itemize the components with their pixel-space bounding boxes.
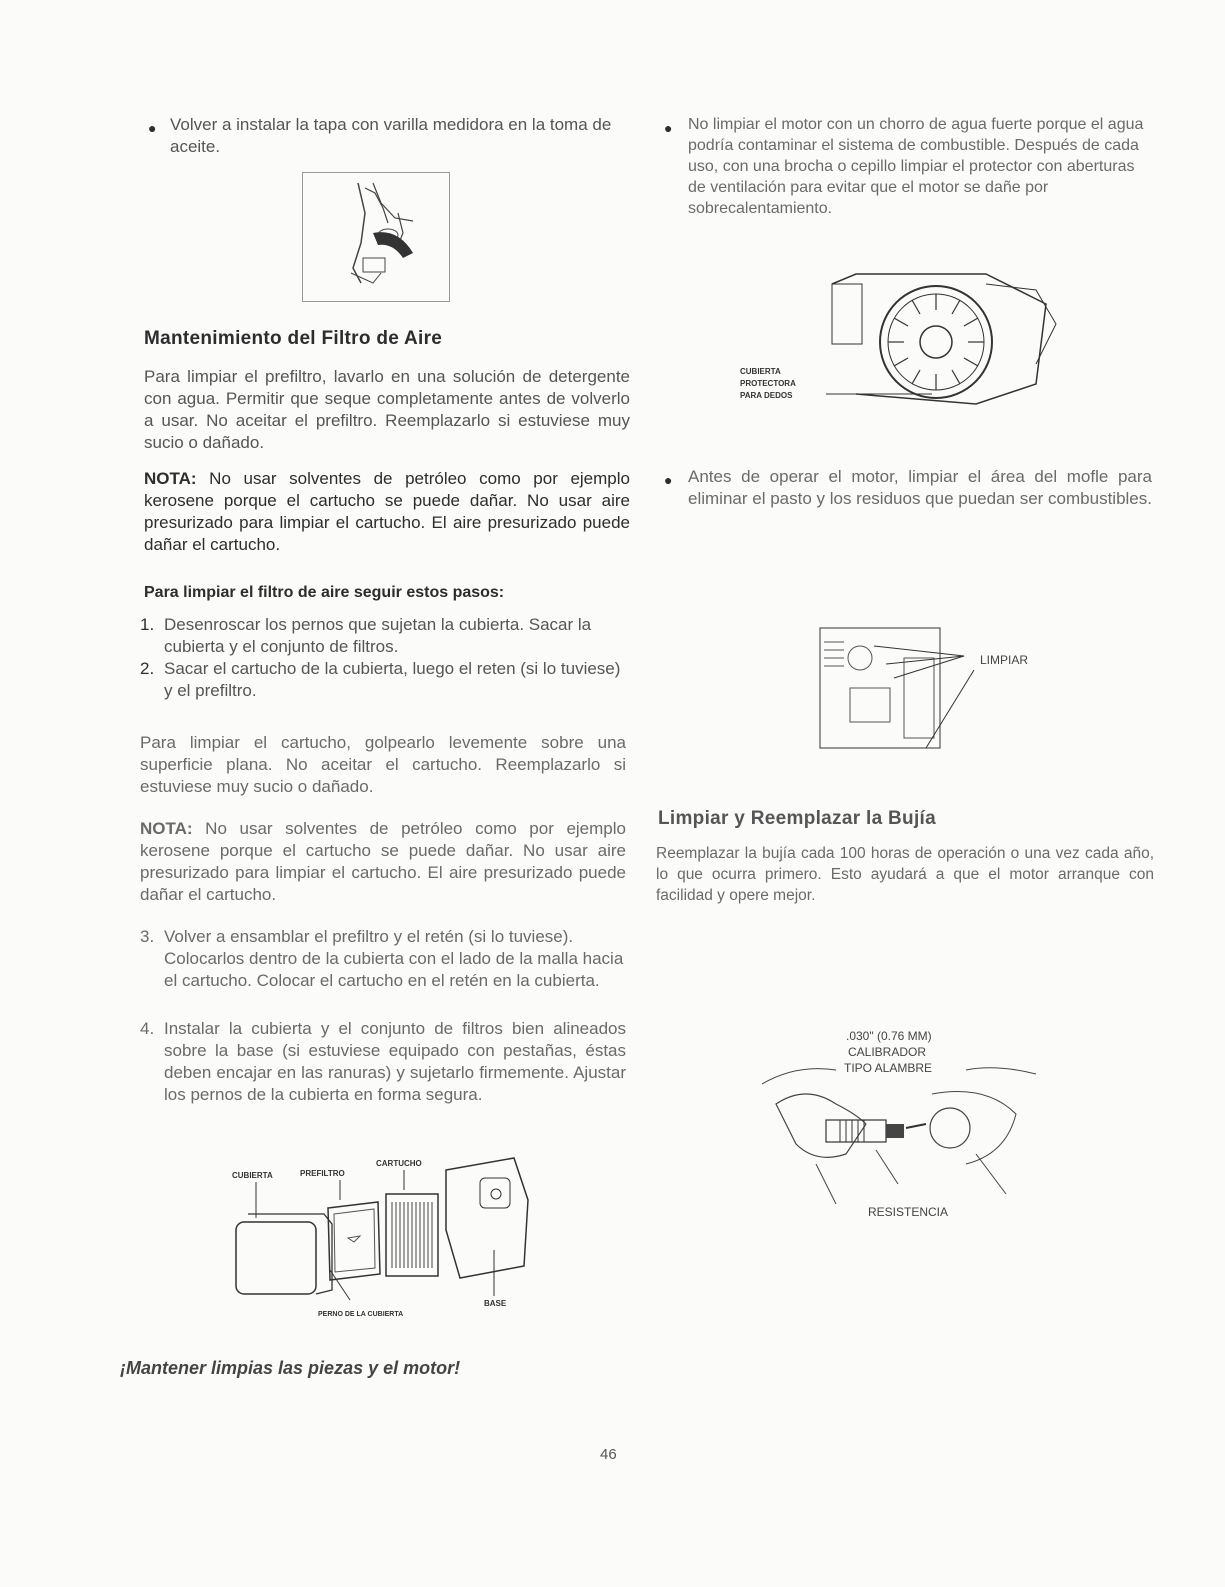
- muffler-illustration: [814, 618, 1074, 768]
- label-resistencia: RESISTENCIA: [868, 1205, 949, 1219]
- label-limpiar: LIMPIAR: [980, 653, 1029, 667]
- label-guard-2: PROTECTORA: [740, 379, 796, 388]
- nota-label: NOTA:: [144, 469, 197, 488]
- step-text: Instalar la cubierta y el conjunto de filtros bien alineados sobre la base (si estuviese equipado con pestañas, éstas deben encajar en las ranuras) y sujetarlo firmemente. Ajustar los pernos de la cubierta en forma segura.: [164, 1019, 626, 1104]
- section-title-air-filter: Mantenimiento del Filtro de Aire: [144, 328, 443, 349]
- nota-2: [140, 818, 626, 906]
- label-perno: PERNO DE LA CUBIERTA: [318, 1311, 404, 1318]
- nota-label: NOTA:: [140, 819, 193, 838]
- label-guard-3: PARA DEDOS: [740, 391, 793, 400]
- step-text: Desenroscar los pernos que sujetan la cubierta. Sacar la cubierta y el conjunto de filtros.: [164, 615, 592, 656]
- step-text: Volver a ensamblar el prefiltro y el retén (si lo tuviese). Colocarlos dentro de la cubierta con el lado de la malla hacia el cartucho. Colocar el cartucho en el retén en la cubierta.: [164, 927, 624, 990]
- label-guard-1: CUBIERTA: [740, 367, 781, 376]
- closing-reminder: ¡Mantener limpias las piezas y el motor!: [120, 1358, 461, 1378]
- para-spark-plug: Reemplazar la bujía cada 100 horas de operación o una vez cada año, lo que ocurra primero. Esto ayudará a que el motor arranque con facilidad y opere mejor.: [656, 845, 1154, 904]
- engine-guard-figure: [736, 264, 1096, 414]
- air-filter-illustration: [228, 1150, 548, 1330]
- dipstick-illustration: [303, 173, 449, 301]
- step-3: [140, 926, 630, 1018]
- dipstick-figure: [302, 172, 450, 302]
- step-number: 3.: [140, 927, 155, 946]
- muffler-figure: [814, 618, 1074, 768]
- step-4: [140, 1018, 630, 1134]
- step-number: 2.: [140, 659, 155, 678]
- step-2: [140, 658, 630, 702]
- page-number: 46: [600, 1446, 617, 1463]
- bullet-reinstall-cap: Volver a instalar la tapa con varilla medidora en la toma de aceite.: [170, 115, 612, 156]
- step-1: [140, 614, 630, 658]
- label-cartucho: CARTUCHO: [376, 1159, 422, 1168]
- bullet-dot: ●: [664, 120, 673, 136]
- section-title-spark-plug: Limpiar y Reemplazar la Bujía: [658, 808, 936, 829]
- steps-heading: Para limpiar el filtro de aire seguir estos pasos:: [144, 584, 505, 601]
- bullet-dot: ●: [148, 120, 157, 136]
- spark-plug-figure: [756, 1024, 1046, 1224]
- nota-text: No usar solventes de petróleo como por ejemplo kerosene porque el cartucho se puede dañar. No usar aire presurizado para limpiar el cartucho. El aire presurizado puede dañar el cartucho.: [140, 819, 626, 904]
- step-number: 1.: [140, 615, 155, 634]
- label-prefiltro: PREFILTRO: [300, 1169, 345, 1178]
- gauge-label-1: CALIBRADOR: [848, 1045, 927, 1059]
- label-cubierta: CUBIERTA: [232, 1171, 273, 1180]
- bullet-no-water-jet: No limpiar el motor con un chorro de agua fuerte porque el agua podría contaminar el sistema de combustible. Después de cada uso, con una brocha o cepillo limpiar el protector con aberturas de ventilación para evitar que el motor se dañe por sobrecalentamiento.: [688, 116, 1144, 217]
- air-filter-figure: [228, 1150, 548, 1330]
- gauge-label-2: TIPO ALAMBRE: [844, 1061, 933, 1075]
- step-text: Sacar el cartucho de la cubierta, luego el reten (si lo tuviese) y el prefiltro.: [164, 659, 621, 700]
- step-number: 4.: [140, 1019, 155, 1038]
- nota-1: [144, 468, 630, 556]
- bullet-clean-muffler: Antes de operar el motor, limpiar el área del mofle para eliminar el pasto y los residuos que puedan ser combustibles.: [688, 467, 1152, 508]
- para-cartridge: Para limpiar el cartucho, golpearlo levemente sobre una superficie plana. No aceitar el cartucho. Reemplazarlo si estuviese muy sucio o dañado.: [140, 733, 626, 796]
- spark-plug-illustration: [756, 1024, 1046, 1224]
- nota-text: No usar solventes de petróleo como por ejemplo kerosene porque el cartucho se puede dañar. No usar aire presurizado para limpiar el cartucho. El aire presurizado puede dañar el cartucho.: [144, 469, 630, 554]
- bullet-dot: ●: [664, 472, 673, 488]
- engine-guard-illustration: [736, 264, 1096, 414]
- label-base: BASE: [484, 1299, 507, 1308]
- para-prefilter: Para limpiar el prefiltro, lavarlo en una solución de detergente con agua. Permitir que seque completamente antes de volverlo a usar. No aceitar el prefiltro. Reemplazarlo si estuviese muy sucio o dañado.: [144, 367, 630, 452]
- gap-spec: .030" (0.76 MM): [846, 1029, 932, 1043]
